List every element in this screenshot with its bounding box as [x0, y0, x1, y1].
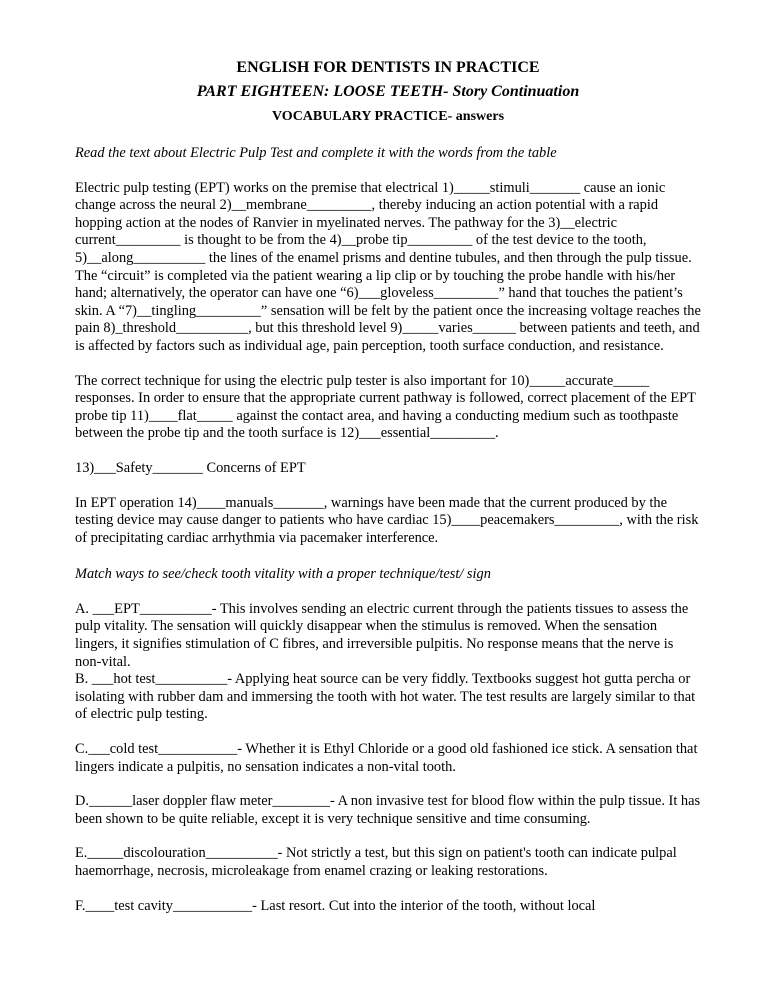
document-subtitle: PART EIGHTEEN: LOOSE TEETH- Story Continuation	[196, 83, 580, 100]
exercise1-instruction: Read the text about Electric Pulp Test and complete it with the words from the table	[75, 145, 557, 161]
section-heading: VOCABULARY PRACTICE- answers	[271, 109, 505, 124]
match-item-b: B. ___hot test__________- Applying heat source can be very fiddly. Textbooks suggest hot gutta percha or isolating with rubber dam and immersing the tooth with hot water. The test results are largely similar to that of electric pulp testing.	[75, 671, 696, 723]
match-item-f: F.____test cavity___________- Last resort. Cut into the interior of the tooth, without local	[75, 897, 596, 914]
exercise1-paragraph-4: In EPT operation 14)____manuals_______, warnings have been made that the current produced by the testing device may cause danger to patients who have cardiac 15)____peacemakers_________, with the risk of precipitating cardiac arrhythmia via pacemaker interference.	[75, 494, 699, 546]
exercise2-instruction: Match ways to see/check tooth vitality with a proper technique/test/ sign	[75, 566, 491, 583]
match-item-c: C.___cold test___________- Whether it is Ethyl Chloride or a good old fashioned ice stick. A sensation that lingers indicate a pulpitis, no sensation indicates a non-vital tooth.	[75, 741, 698, 775]
match-item-e: E._____discolouration__________- Not strictly a test, but this sign on patient's tooth can indicate pulpal haemorrhage, necrosis, microleakage from enamel crazing or leaking restorations.	[75, 845, 677, 879]
exercise1-subheading: 13)___Safety_______ Concerns of EPT	[75, 459, 306, 476]
exercise1-paragraph-1: Electric pulp testing (EPT) works on the premise that electrical 1)_____stimuli_______ cause an ionic change across the neural 2)__membrane_________, thereby inducing an action potential with a rapid hopping action at the nodes of Ranvier in myelinated nerves. The pathway for the 3)__electric current_________ is thought to be from the 4)__probe tip_________ of the test device to the tooth, 5)__along__________ the lines of the enamel prisms and dentine tubules, and then through the pulp tissue. The “circuit” is completed via the patient wearing a lip clip or by touching the probe handle with his/her hand; alternatively, the operator can have one “6)___gloveless_________” hand that touches the patient’s skin. A “7)__tingling_________” sensation will be felt by the patient once the increasing voltage reaches the pain 8)_threshold__________, but this threshold level 9)_____varies______ between patients and teeth, and is affected by factors such as individual age, pain perception, tooth surface conduction, and resistance.	[75, 179, 701, 354]
exercise1-paragraph-2: The correct technique for using the electric pulp tester is also important for 10)_____accurate_____ responses. In order to ensure that the appropriate current pathway is followed, correct placement of the EPT probe tip 11)____flat_____ against the contact area, and having a conducting medium such as toothpaste between the probe tip and the tooth surface is 12)___essential_________.	[75, 372, 696, 442]
match-item-a: A. ___EPT__________- This involves sending an electric current through the patients tissues to assess the pulp vitality. The sensation will quickly disappear when the stimulus is removed. When the sensation lingers, it signifies stimulation of C fibres, and irreversible pulpitis. No response means that the nerve is non-vital.	[75, 600, 689, 670]
match-item-d: D.______laser doppler flaw meter________- A non invasive test for blood flow within the pulp tissue. It has been shown to be quite reliable, except it is very technique sensitive and time consuming.	[75, 793, 701, 827]
document-title: ENGLISH FOR DENTISTS IN PRACTICE	[236, 59, 540, 76]
document-page	[75, 58, 701, 915]
